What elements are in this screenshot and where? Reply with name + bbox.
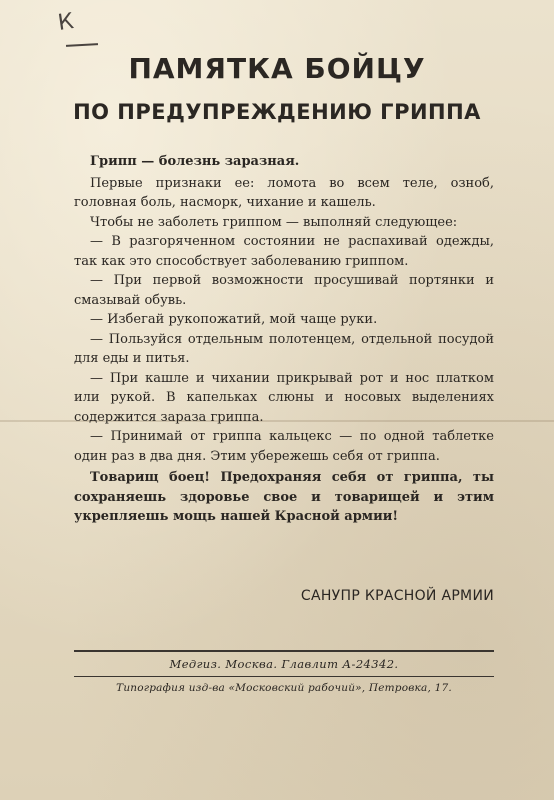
rule-paragraph-4: — Пользуйся отдельным полотенцем, отдельной посудой для еды и питья. (74, 331, 494, 366)
imprint-middle-rule (74, 676, 494, 677)
rule-paragraph-5: — При кашле и чихании прикрывай рот и нос платком или рукой. В капельках слюны и носовых выделениях содержится зараза гриппа. (74, 370, 494, 425)
rule-paragraph-1: — В разгоряченном состоянии не распахивай одежды, так как это способствует заболеванию гриппом. (74, 234, 494, 269)
imprint-top-rule (74, 650, 494, 652)
symptoms-paragraph: Первые признаки ее: ломота во всем теле, озноб, головная боль, насморк, чихание и кашель. (74, 175, 494, 210)
rule-paragraph-2: — При первой возможности просушивай портянки и смазывай обувь. (74, 273, 494, 308)
lead-paragraph: Грипп — болезнь заразная. (90, 154, 300, 169)
leaflet-body (74, 152, 494, 527)
rule-paragraph-3: — Избегай рукопожатий, мой чаще руки. (90, 312, 378, 327)
page-title: ПАМЯТКА БОЙЦУ (128, 52, 426, 85)
rule-paragraph-6: — Принимай от гриппа кальцекс — по одной таблетке один раз в два дня. Этим убережешь себя от гриппа. (74, 429, 494, 464)
page-subtitle: ПО ПРЕДУПРЕЖДЕНИЮ ГРИППА (73, 100, 481, 124)
printer-line: Типография изд-ва «Московский рабочий», Петровка, 17. (116, 682, 452, 694)
handwritten-mark: К (56, 9, 76, 36)
intro-paragraph: Чтобы не заболеть гриппом — выполняй следующее: (90, 214, 458, 230)
handwritten-underline (66, 43, 98, 47)
signature: САНУПР КРАСНОЙ АРМИИ (300, 588, 494, 604)
appeal-paragraph: Товарищ боец! Предохраняя себя от гриппа, ты сохраняешь здоровье свое и товарищей и этим укрепляешь мощь нашей Красной армии! (74, 470, 494, 524)
imprint-line: Медгиз. Москва. Главлит А-24342. (169, 657, 399, 671)
